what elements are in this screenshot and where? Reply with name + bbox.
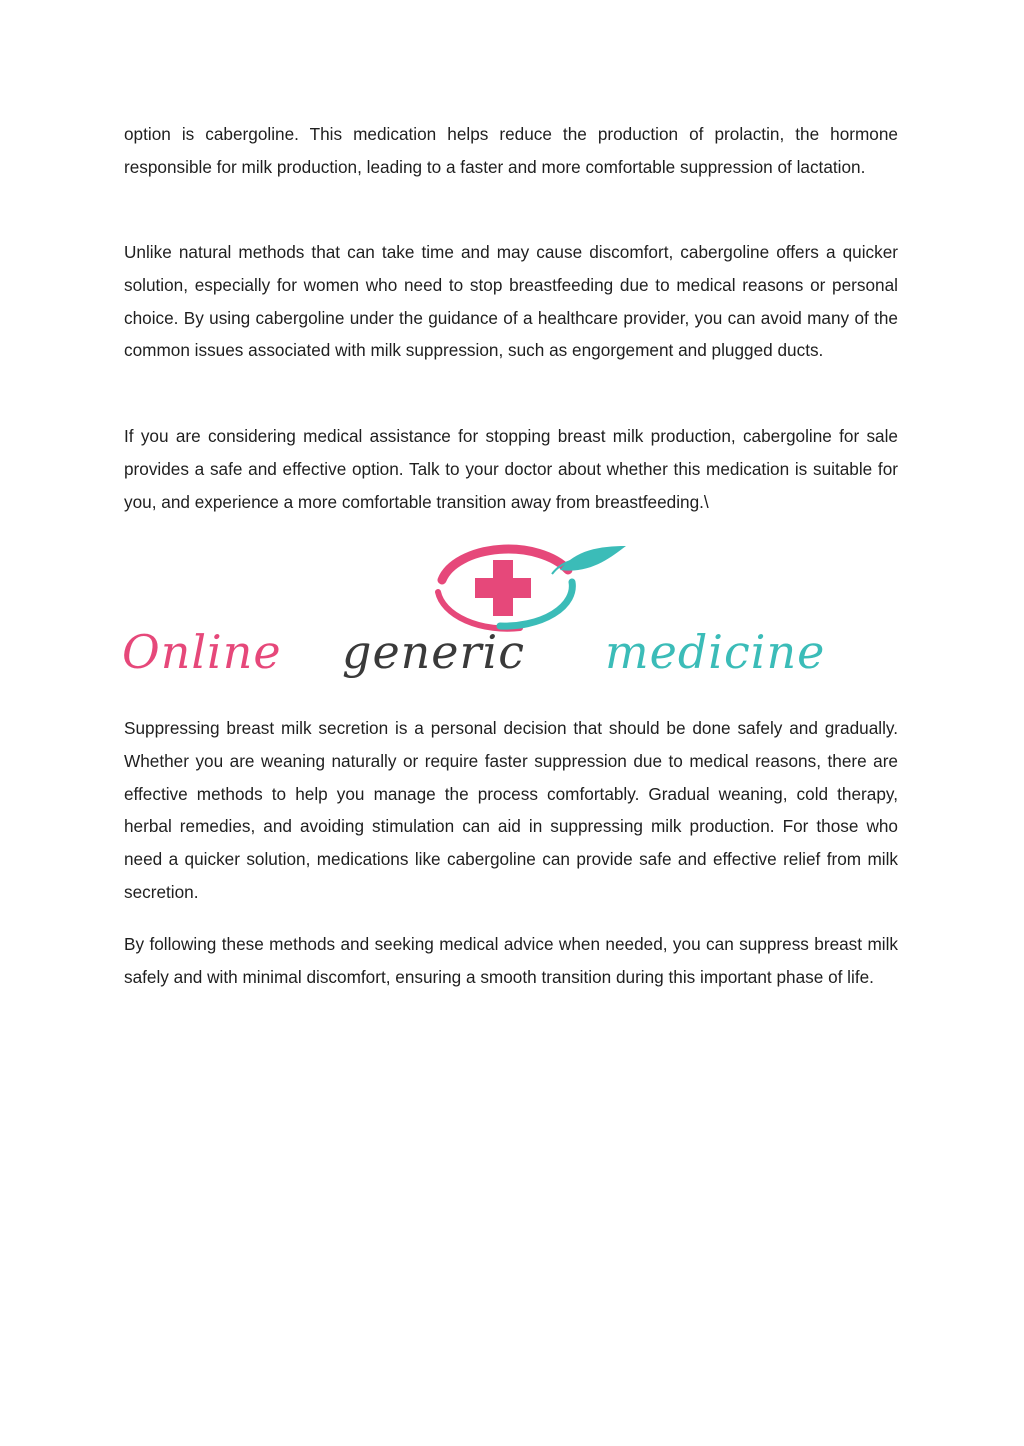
logo-word-generic: generic bbox=[342, 625, 525, 679]
online-generic-medicine-logo bbox=[120, 540, 890, 690]
medical-cross-icon bbox=[438, 546, 626, 629]
logo-word-online: Online bbox=[122, 625, 282, 679]
logo-word-medicine: medicine bbox=[605, 625, 826, 679]
paragraph-following-methods: By following these methods and seeking medical advice when needed, you can suppress breast milk safely and with minimal discomfort, ensuring a smooth transition during this important phase of life. bbox=[124, 934, 898, 987]
paragraph-quicker-solution: Unlike natural methods that can take time and may cause discomfort, cabergoline offers a quicker solution, especially for women who need to stop breastfeeding due to medical reasons or personal choice. By using cabergoline under the guidance of a healthcare provider, you can avoid many of the common issues associated with milk suppression, such as engorgement and plugged ducts. bbox=[124, 242, 898, 361]
paragraph-suppressing-secretion: Suppressing breast milk secretion is a personal decision that should be done safely and gradually. Whether you are weaning naturally or require faster suppression due to medical reasons, there are effective methods to help you manage the process comfortably. Gradual weaning, cold therapy, herbal remedies, and avoiding stimulation can aid in suppressing milk production. For those who need a quicker solution, medications like cabergoline can provide safe and effective relief from milk secretion. bbox=[124, 718, 898, 902]
paragraph-cabergoline-option: option is cabergoline. This medication helps reduce the production of prolactin, the hormone responsible for milk production, leading to a faster and more comfortable suppression of lactation. bbox=[124, 124, 898, 177]
paragraph-medical-assistance: If you are considering medical assistance for stopping breast milk production, cabergoline for sale provides a safe and effective option. Talk to your doctor about whether this medication is suitable for you, and experience a more comfortable transition away from breastfeeding.\ bbox=[124, 426, 898, 512]
